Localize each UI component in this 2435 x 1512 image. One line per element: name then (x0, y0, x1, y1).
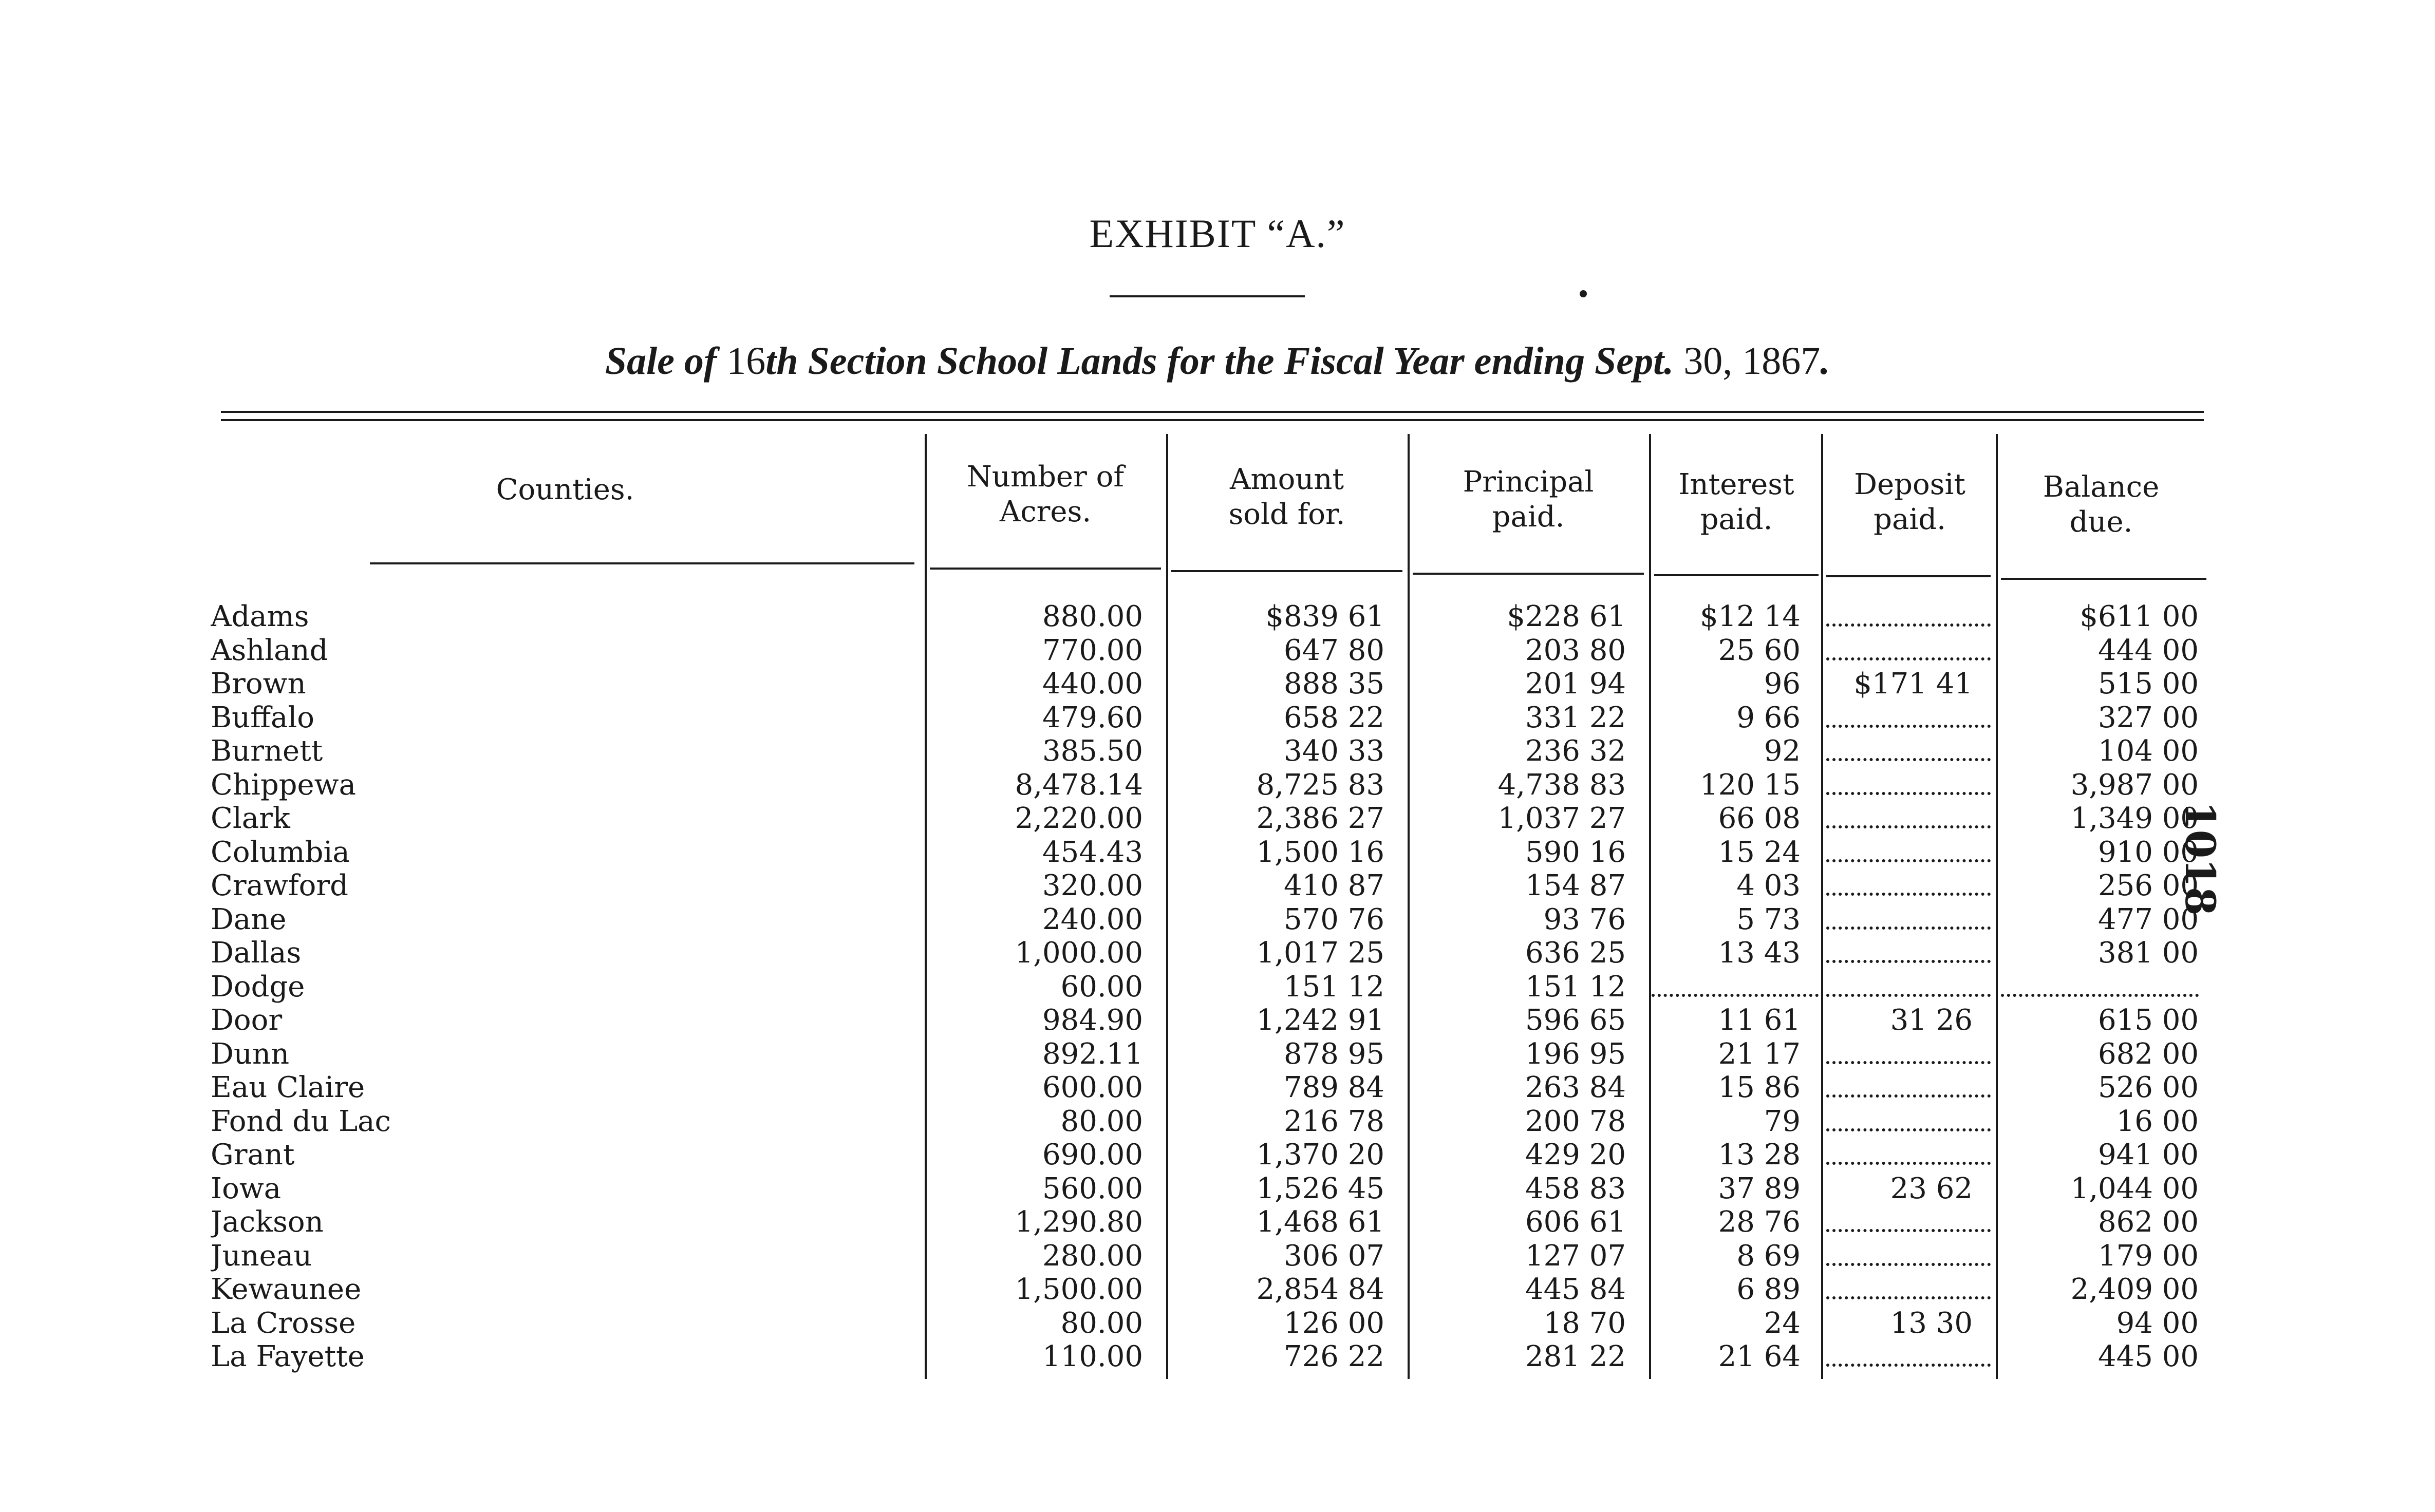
cell-interest: 4 03 (1736, 869, 1801, 902)
header-amount-line-1: Amount (1230, 463, 1344, 496)
county-name-text: Dallas (211, 937, 304, 969)
cell-interest: $12 14 (1700, 600, 1801, 633)
cell-acres: 984.90 (1042, 1004, 1143, 1037)
header-balance-line-1: Balance (2043, 470, 2160, 504)
cell-amount: 1,370 20 (1256, 1138, 1384, 1171)
cell-amount: $839 61 (1265, 600, 1384, 633)
county-name-text: Grant (211, 1139, 297, 1171)
cell-acres: 8,478.14 (1015, 768, 1143, 802)
cell-balance: 2,409 00 (2070, 1273, 2199, 1306)
cell-interest: 15 24 (1718, 836, 1801, 869)
empty-cell-dots (2001, 971, 2199, 1003)
cell-principal: 445 84 (1525, 1273, 1626, 1306)
cell-amount: 151 12 (1284, 970, 1384, 1004)
cell-balance: 381 00 (2098, 936, 2199, 970)
cell-balance: 445 00 (2098, 1340, 2199, 1373)
dot-leader (211, 960, 914, 963)
cell-balance: 3,987 00 (2070, 768, 2199, 802)
cell-acres: 690.00 (1042, 1138, 1143, 1171)
county-name-text: Iowa (211, 1173, 284, 1205)
cell-amount: 878 95 (1284, 1037, 1384, 1071)
county-name-text: La Fayette (211, 1341, 368, 1373)
dot-leader (211, 825, 914, 828)
cell-balance: 941 00 (2098, 1138, 2199, 1171)
county-name (211, 1106, 914, 1138)
empty-cell-dots (1826, 1341, 1991, 1373)
cell-principal: 201 94 (1525, 667, 1626, 701)
dot-leader (211, 1027, 914, 1030)
county-name-text: Fond du Lac (211, 1106, 394, 1138)
cell-amount: 1,017 25 (1256, 936, 1384, 970)
cell-balance: 515 00 (2098, 667, 2199, 701)
dot-leader (211, 691, 914, 694)
header-principal-line-1: Principal (1463, 465, 1594, 499)
county-name (211, 1072, 914, 1104)
county-name (211, 1308, 914, 1339)
cell-acres: 1,000.00 (1015, 936, 1143, 970)
cell-principal: 281 22 (1525, 1340, 1626, 1373)
county-name-text: Crawford (211, 870, 351, 902)
ink-speck (1580, 290, 1587, 297)
cell-principal: 236 32 (1525, 734, 1626, 768)
cell-acres: 560.00 (1042, 1172, 1143, 1205)
county-name (211, 735, 914, 767)
cell-principal: 458 83 (1525, 1172, 1626, 1205)
cell-principal: 154 87 (1525, 869, 1626, 902)
empty-cell-dots (1826, 937, 1991, 969)
dot-leader (211, 1162, 914, 1165)
empty-cell-dots (1826, 769, 1991, 801)
cell-acres: 479.60 (1042, 701, 1143, 734)
dot-leader (211, 1061, 914, 1064)
top-rule-2 (221, 419, 2204, 421)
cell-acres: 440.00 (1042, 667, 1143, 701)
header-acres-line-2: Acres. (999, 495, 1092, 528)
cell-acres: 1,290.80 (1015, 1205, 1143, 1239)
cell-interest: 9 66 (1736, 701, 1801, 734)
county-name (211, 635, 914, 667)
header-counties (370, 472, 760, 507)
cell-balance: 16 00 (2116, 1105, 2199, 1138)
cell-amount: 888 35 (1284, 667, 1384, 701)
county-name (211, 1173, 914, 1205)
cell-deposit: 13 30 (1890, 1307, 1973, 1340)
county-name-text: Buffalo (211, 702, 317, 734)
cell-acres: 80.00 (1060, 1307, 1143, 1340)
caption-part-2: th Section School Lands for the Fiscal Year ending Sept. (765, 339, 1684, 383)
cell-amount: 216 78 (1284, 1105, 1384, 1138)
cell-balance: 615 00 (2098, 1004, 2199, 1037)
cell-deposit: 23 62 (1890, 1172, 1973, 1205)
cell-interest: 15 86 (1718, 1071, 1801, 1104)
cell-acres: 880.00 (1042, 600, 1143, 633)
county-name (211, 1206, 914, 1238)
cell-balance: 256 00 (2098, 869, 2199, 902)
county-name-text: Burnett (211, 735, 326, 767)
cell-amount: 2,386 27 (1256, 802, 1384, 835)
empty-cell-dots (1826, 904, 1991, 936)
empty-cell-dots (1826, 601, 1991, 633)
header-rule-counties (370, 562, 914, 564)
county-name (211, 702, 914, 734)
county-name (211, 1038, 914, 1070)
cell-balance: 327 00 (2098, 701, 2199, 734)
header-amount (1171, 462, 1402, 532)
empty-cell-dots (1826, 837, 1991, 868)
county-name (211, 870, 914, 902)
cell-interest: 13 43 (1718, 936, 1801, 970)
cell-acres: 110.00 (1042, 1340, 1143, 1373)
empty-cell-dots (1826, 1206, 1991, 1238)
cell-principal: 1,037 27 (1497, 802, 1626, 835)
header-balance-line-2: due. (2069, 505, 2133, 539)
header-rule-balance (2001, 578, 2206, 580)
cell-amount: 1,468 61 (1256, 1205, 1384, 1239)
county-name (211, 1139, 914, 1171)
county-name-text: Brown (211, 668, 309, 700)
empty-cell-dots (1826, 735, 1991, 767)
cell-acres: 80.00 (1060, 1105, 1143, 1138)
cell-interest: 120 15 (1700, 768, 1801, 802)
cell-acres: 2,220.00 (1015, 802, 1143, 835)
cell-amount: 1,242 91 (1256, 1004, 1384, 1037)
page-number: 1018 (2176, 801, 2224, 916)
cell-amount: 1,500 16 (1256, 836, 1384, 869)
caption-part-1: Sale of (605, 339, 727, 383)
empty-cell-dots (1826, 1072, 1991, 1104)
county-name-text: Clark (211, 803, 293, 835)
cell-amount: 789 84 (1284, 1071, 1384, 1104)
county-name (211, 1005, 914, 1036)
cell-interest: 21 17 (1718, 1037, 1801, 1071)
county-name-text: Ashland (211, 635, 331, 667)
cell-interest: 6 89 (1736, 1273, 1801, 1306)
cell-interest: 79 (1764, 1105, 1801, 1138)
cell-principal: 429 20 (1525, 1138, 1626, 1171)
cell-principal: 196 95 (1525, 1037, 1626, 1071)
header-rule-interest (1654, 574, 1819, 576)
cell-principal: 590 16 (1525, 836, 1626, 869)
empty-cell-dots (1826, 702, 1991, 734)
cell-balance: 526 00 (2098, 1071, 2199, 1104)
county-name-text: Chippewa (211, 769, 359, 801)
cell-balance: 104 00 (2098, 734, 2199, 768)
county-name (211, 904, 914, 936)
county-name-text: Dunn (211, 1038, 292, 1070)
county-name-text: Door (211, 1005, 285, 1036)
cell-amount: 340 33 (1284, 734, 1384, 768)
cell-interest: 11 61 (1718, 1004, 1801, 1037)
county-name-text: Dodge (211, 971, 308, 1003)
cell-amount: 126 00 (1284, 1307, 1384, 1340)
header-deposit-line-1: Deposit (1854, 468, 1965, 501)
county-name-text: La Crosse (211, 1308, 359, 1339)
cell-acres: 600.00 (1042, 1071, 1143, 1104)
header-rule-acres (930, 568, 1161, 570)
cell-amount: 8,725 83 (1256, 768, 1384, 802)
header-interest-line-2: paid. (1700, 503, 1773, 536)
dot-leader (211, 1263, 914, 1266)
cell-interest: 28 76 (1718, 1205, 1801, 1239)
county-name (211, 601, 914, 633)
empty-cell-dots (1826, 1038, 1991, 1070)
cell-amount: 1,526 45 (1256, 1172, 1384, 1205)
cell-balance: 910 00 (2098, 836, 2199, 869)
county-name (211, 1341, 914, 1373)
cell-balance: 682 00 (2098, 1037, 2199, 1071)
cell-amount: 410 87 (1284, 869, 1384, 902)
header-acres (930, 460, 1161, 530)
cell-balance: 179 00 (2098, 1239, 2199, 1273)
cell-principal: 606 61 (1525, 1205, 1626, 1239)
header-rule-amount (1171, 570, 1402, 572)
cell-acres: 60.00 (1060, 970, 1143, 1004)
empty-cell-dots (1826, 1240, 1991, 1272)
table-caption (0, 339, 2435, 384)
header-balance (1998, 470, 2204, 540)
county-name-text: Eau Claire (211, 1072, 368, 1104)
cell-interest: 37 89 (1718, 1172, 1801, 1205)
title-rule (1110, 295, 1305, 297)
cell-principal: 636 25 (1525, 936, 1626, 970)
cell-balance: 444 00 (2098, 634, 2199, 667)
caption-number-2: 30, 1867 (1683, 339, 1821, 383)
header-principal-line-2: paid. (1492, 500, 1565, 534)
cell-interest: 96 (1764, 667, 1801, 701)
cell-acres: 320.00 (1042, 869, 1143, 902)
empty-cell-dots (1826, 803, 1991, 835)
cell-principal: 331 22 (1525, 701, 1626, 734)
cell-principal: 596 65 (1525, 1004, 1626, 1037)
header-rule-deposit (1826, 575, 1991, 577)
county-name-text: Juneau (211, 1240, 315, 1272)
cell-interest: 66 08 (1718, 802, 1801, 835)
empty-cell-dots (1826, 1139, 1991, 1171)
cell-amount: 647 80 (1284, 634, 1384, 667)
cell-principal: 200 78 (1525, 1105, 1626, 1138)
cell-acres: 280.00 (1042, 1239, 1143, 1273)
empty-cell-dots (1826, 870, 1991, 902)
county-name (211, 668, 914, 700)
cell-interest: 25 60 (1718, 634, 1801, 667)
dot-leader (211, 994, 914, 997)
empty-cell-dots (1826, 971, 1991, 1003)
cell-acres: 385.50 (1042, 734, 1143, 768)
county-name (211, 1274, 914, 1306)
empty-cell-dots (1826, 635, 1991, 667)
cell-interest: 13 28 (1718, 1138, 1801, 1171)
header-principal (1413, 465, 1644, 535)
header-deposit-line-2: paid. (1874, 503, 1946, 536)
cell-acres: 1,500.00 (1015, 1273, 1143, 1306)
dot-leader (211, 1196, 914, 1199)
county-name (211, 769, 914, 801)
county-name (211, 803, 914, 835)
county-name (211, 837, 914, 868)
county-name (211, 937, 914, 969)
cell-amount: 2,854 84 (1256, 1273, 1384, 1306)
cell-principal: 18 70 (1543, 1307, 1626, 1340)
county-name-text: Kewaunee (211, 1274, 364, 1306)
cell-interest: 8 69 (1736, 1239, 1801, 1273)
county-name (211, 971, 914, 1003)
column-divider-5 (1821, 434, 1823, 1379)
cell-balance: 94 00 (2116, 1307, 2199, 1340)
dot-leader (211, 623, 914, 627)
header-amount-line-2: sold for. (1228, 498, 1345, 531)
dot-leader (211, 927, 914, 930)
cell-interest: 24 (1764, 1307, 1801, 1340)
header-counties-label: Counties. (496, 473, 634, 506)
empty-cell-dots (1826, 1106, 1991, 1138)
county-name-text: Jackson (211, 1206, 327, 1238)
cell-acres: 770.00 (1042, 634, 1143, 667)
cell-principal: 4,738 83 (1497, 768, 1626, 802)
cell-deposit: $171 41 (1853, 667, 1973, 701)
county-name-text: Columbia (211, 837, 353, 868)
cell-principal: 263 84 (1525, 1071, 1626, 1104)
cell-principal: 127 07 (1525, 1239, 1626, 1273)
header-interest-line-1: Interest (1678, 468, 1794, 501)
header-rule-principal (1413, 573, 1644, 575)
cell-acres: 454.43 (1042, 836, 1143, 869)
cell-amount: 570 76 (1284, 903, 1384, 936)
county-name-text: Adams (211, 601, 312, 633)
caption-number-1: 16 (726, 339, 766, 383)
cell-balance: 862 00 (2098, 1205, 2199, 1239)
county-name (211, 1240, 914, 1272)
header-interest (1652, 467, 1821, 537)
caption-part-3: . (1820, 339, 1830, 383)
cell-deposit: 31 26 (1890, 1004, 1973, 1037)
cell-principal: $228 61 (1507, 600, 1626, 633)
cell-balance: $611 00 (2080, 600, 2199, 633)
top-rule-1 (221, 411, 2204, 413)
cell-amount: 658 22 (1284, 701, 1384, 734)
cell-acres: 240.00 (1042, 903, 1143, 936)
header-deposit (1824, 467, 1996, 537)
cell-principal: 203 80 (1525, 634, 1626, 667)
cell-interest: 92 (1764, 734, 1801, 768)
header-acres-line-1: Number of (966, 460, 1125, 494)
exhibit-title: EXHIBIT “A.” (1089, 211, 1346, 256)
cell-principal: 93 76 (1543, 903, 1626, 936)
county-name-text: Dane (211, 904, 290, 936)
cell-principal: 151 12 (1525, 970, 1626, 1004)
empty-cell-dots (1652, 971, 1819, 1003)
cell-balance: 477 00 (2098, 903, 2199, 936)
empty-cell-dots (1826, 1274, 1991, 1306)
cell-amount: 726 22 (1284, 1340, 1384, 1373)
cell-interest: 21 64 (1718, 1340, 1801, 1373)
cell-balance: 1,044 00 (2070, 1172, 2199, 1205)
cell-acres: 892.11 (1042, 1037, 1143, 1071)
cell-balance: 1,349 00 (2070, 802, 2199, 835)
cell-interest: 5 73 (1736, 903, 1801, 936)
cell-amount: 306 07 (1284, 1239, 1384, 1273)
